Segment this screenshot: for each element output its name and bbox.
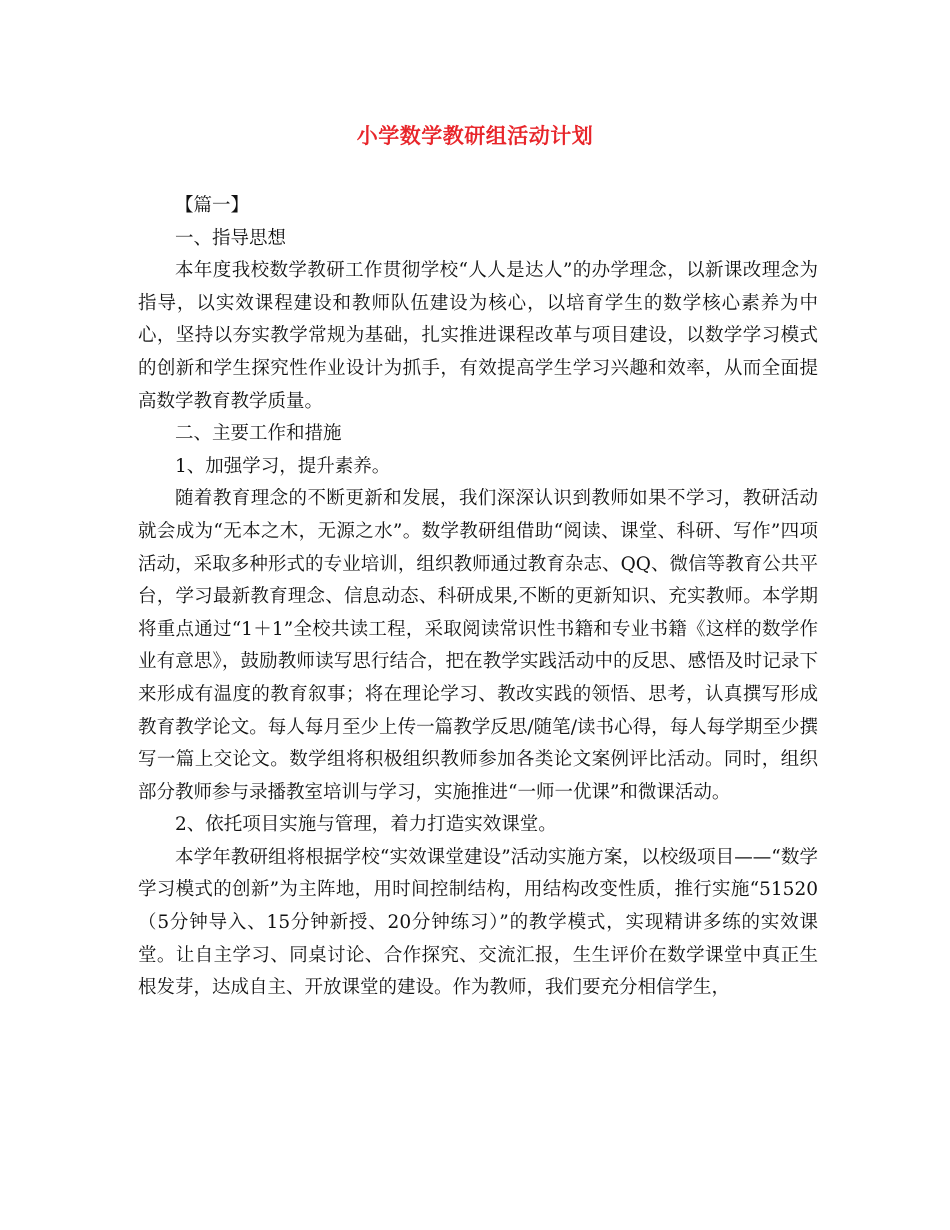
heading-main-work: 二、主要工作和措施 [175, 423, 342, 445]
heading-guiding-ideology: 一、指导思想 [175, 227, 287, 249]
paragraph-project: 本学年教研组将根据学校“实效课堂建设”活动实施方案，以校级项目——“数学学习模式的创新”为主阵地，用时间控制结构，用结构改变性质，推行实施“51520（5分钟导入、15分钟新授、20分钟练习）”的教学模式，实现精讲多练的实效课堂。让自主学习、同桌讨论、合作探究、交流汇报，生生评价在数学课堂中真正生根发芽，达成自主、开放课堂的建设。作为教师，我们要充分相信学生， [138, 846, 818, 999]
paragraph-study: 随着教育理念的不断更新和发展，我们深深认识到教师如果不学习，教研活动就会成为“无本之木，无源之水”。数学教研组借助“阅读、课堂、科研、写作”四项活动，采取多种形式的专业培训，组织教师通过教育杂志、QQ、微信等教育公共平台，学习最新教育理念、信息动态、科研成果,不断的更新知识、充实教师。本学期将重点通过“1＋1”全校共读工程，采取阅读常识性书籍和专业书籍《这样的数学作业有意思》，鼓励教师读写思行结合，把在教学实践活动中的反思、感悟及时记录下来形成有温度的教育叙事；将在理论学习、教改实践的领悟、思考，认真撰写形成教育教学论文。每人每月至少上传一篇教学反思/随笔/读书心得，每人每学期至少撰写一篇上交论文。数学组将积极组织教师参加各类论文案例评比活动。同时，组织部分教师参与录播教室培训与学习，实施推进“一师一优课”和微课活动。 [138, 488, 818, 803]
document-body [138, 190, 818, 1005]
subheading-project: 2、依托项目实施与管理，着力打造实效课堂。 [175, 814, 557, 836]
paragraph-guiding-ideology: 本年度我校数学教研工作贯彻学校“人人是达人”的办学理念，以新课改理念为指导，以实效课程建设和教师队伍建设为核心，以培育学生的数学核心素养为中心，坚持以夯实教学常规为基础，扎实推进课程改革与项目建设，以数学学习模式的创新和学生探究性作业设计为抓手，有效提高学生学习兴趣和效率，从而全面提高数学教育教学质量。 [138, 260, 818, 412]
subheading-study: 1、加强学习，提升素养。 [175, 455, 391, 477]
section-label: 【篇一】 [175, 195, 250, 216]
document-title: 小学数学教研组活动计划 [356, 123, 594, 148]
